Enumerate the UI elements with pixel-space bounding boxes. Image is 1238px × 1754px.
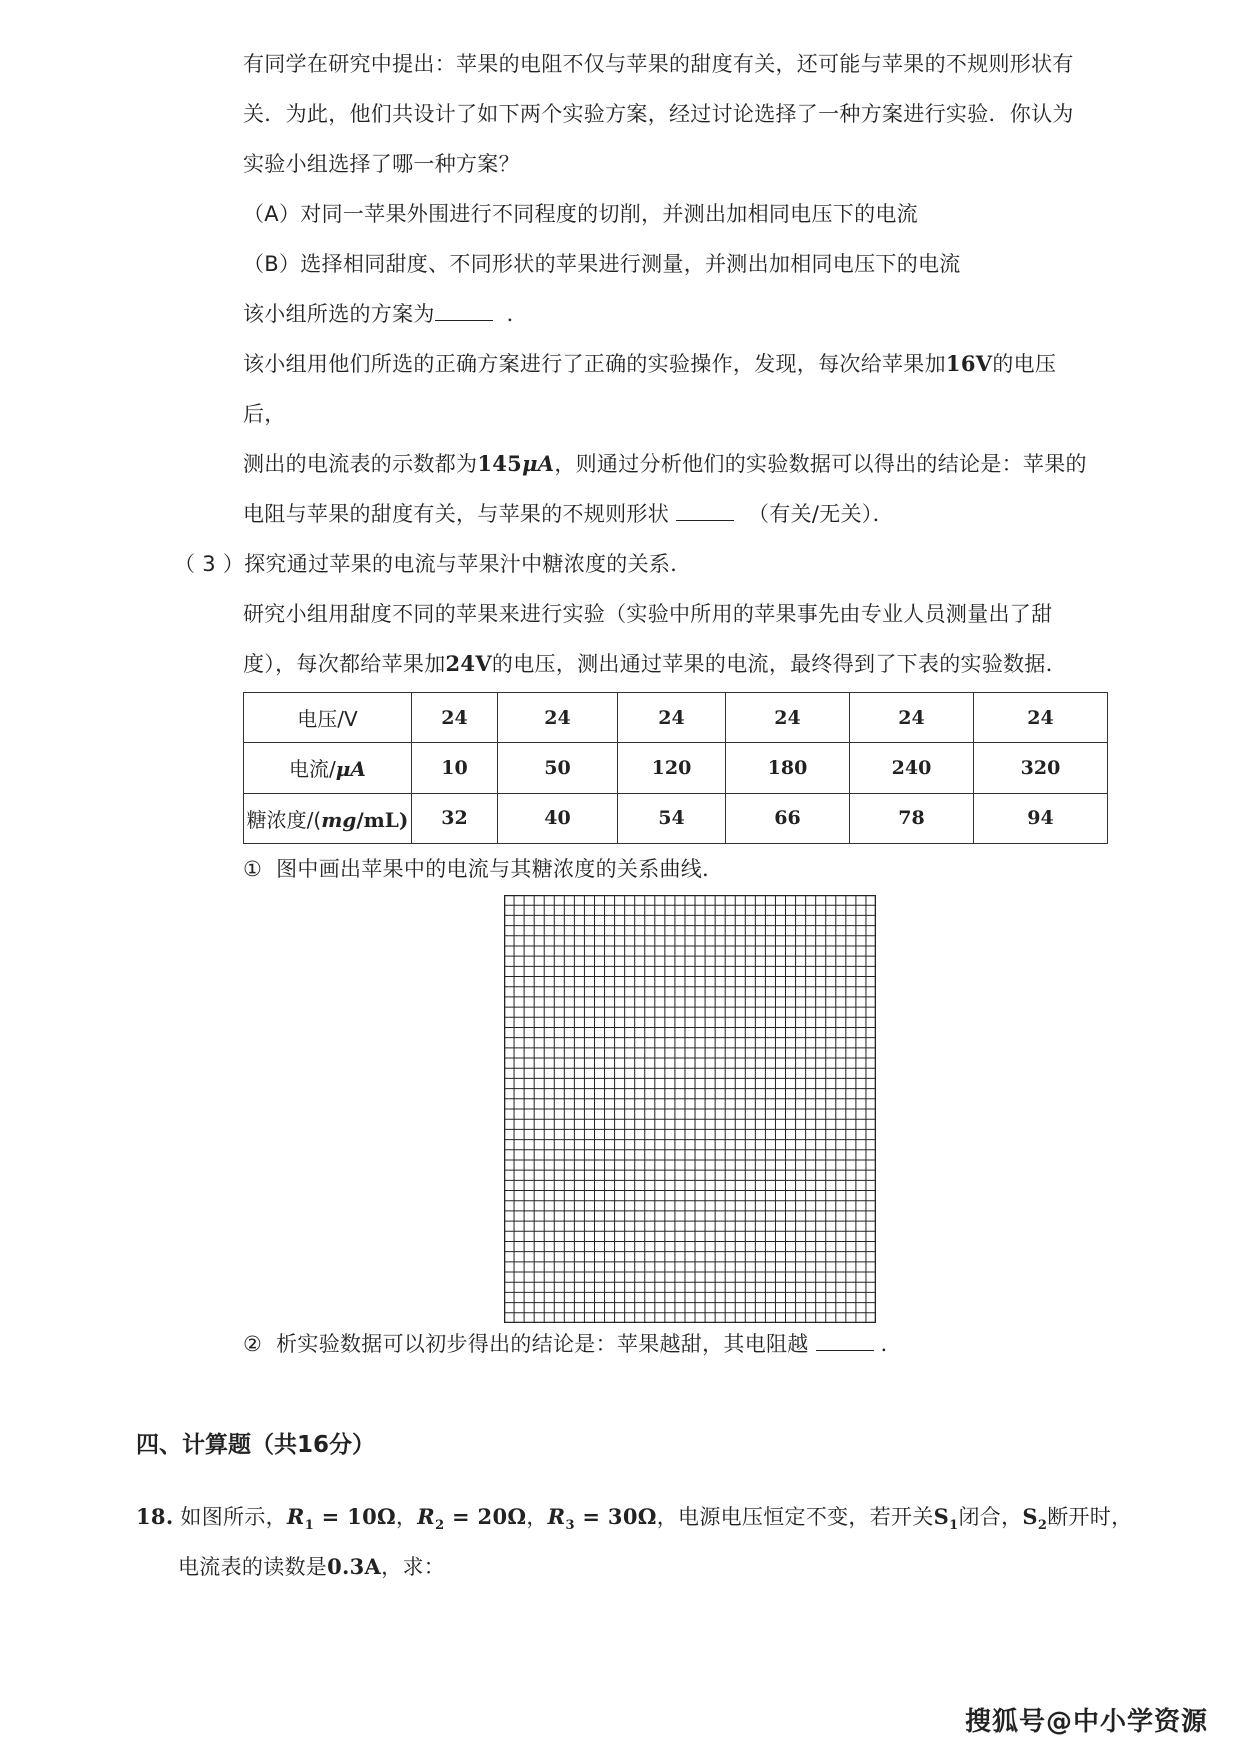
part3-desc-2 [243, 649, 1067, 679]
q18-line-2a: 电流表的读数是 [178, 1555, 328, 1579]
experiment-data-table [243, 692, 1108, 844]
table-cell: 320 [974, 743, 1108, 793]
conclusion-options: （有关/无关）． [747, 502, 894, 526]
row-label-current-text: 电流/ [289, 757, 336, 782]
answer-blank-scheme[interactable] [435, 302, 493, 321]
s1-symbol: S [933, 1504, 950, 1529]
s2-symbol: S [1022, 1504, 1038, 1529]
table-cell: 54 [618, 793, 726, 843]
table-row-current [244, 743, 1108, 793]
q18-text-a: 如图所示， [180, 1505, 287, 1529]
intro-line-3: 实验小组选择了哪一种方案？ [243, 152, 520, 176]
q18-line-1 [136, 1502, 1132, 1541]
operation-line-2: 后， [243, 402, 286, 426]
operation-line [243, 349, 1056, 379]
part3-desc-2b: 的电压，测出通过苹果的电流，最终得到了下表的实验数据． [491, 652, 1068, 676]
q1-marker: ① [243, 857, 263, 881]
r1-value: = 10Ω [314, 1504, 396, 1529]
table-cell: 120 [618, 743, 726, 793]
measurement-unit: μA [522, 451, 555, 476]
table-cell: 24 [618, 693, 726, 743]
r2-sub: 2 [435, 1518, 445, 1534]
part3-desc-2a: 度），每次都给苹果加 [243, 652, 446, 676]
separator: ， [395, 1505, 418, 1529]
q18-text-b: ，电源电压恒定不变，若开关 [656, 1505, 934, 1529]
intro-line-2: 关．为此，他们共设计了如下两个实验方案，经过讨论选择了一种方案进行实验．你认为 [243, 102, 1074, 126]
measurement-text-end: ，则通过分析他们的实验数据可以得出的结论是：苹果的 [554, 452, 1087, 476]
row-label-sugar [244, 793, 412, 843]
option-b: （B）选择相同甜度、不同形状的苹果进行测量，并测出加相同电压下的电流 [243, 252, 961, 276]
measurement-text: 测出的电流表的示数都为 [243, 452, 478, 476]
choice-prefix: 该小组所选的方案为 [243, 302, 435, 326]
table-cell: 32 [412, 793, 498, 843]
part3-desc-1: 研究小组用甜度不同的苹果来进行实验（实验中所用的苹果事先由专业人员测量出了甜 [243, 602, 1053, 626]
row-label-current-unit: μA [335, 757, 366, 782]
table-cell: 66 [726, 793, 850, 843]
operation-text-end: 的电压 [992, 352, 1057, 376]
table-cell: 24 [974, 693, 1108, 743]
r1-sub: 1 [304, 1518, 315, 1534]
option-a: （A）对同一苹果外围进行不同程度的切削，并测出加相同电压下的电流 [243, 202, 918, 226]
operation-text: 该小组用他们所选的正确方案进行了正确的实验操作，发现，每次给苹果加 [243, 352, 946, 376]
row-label-voltage: 电压/V [244, 693, 412, 743]
q2-marker: ② [243, 1332, 263, 1356]
table-cell: 24 [850, 693, 974, 743]
part3-heading: （ 3 ）探究通过苹果的电流与苹果汁中糖浓度的关系． [174, 552, 692, 576]
measurement-line [243, 449, 1087, 479]
row-label-sugar-ml: /mL) [356, 807, 409, 832]
q18-text-d: 断开时， [1047, 1505, 1133, 1529]
table-cell: 50 [498, 743, 618, 793]
operation-voltage: 16V [945, 351, 993, 376]
table-cell: 78 [850, 793, 974, 843]
table-cell: 10 [412, 743, 498, 793]
r2-symbol: R [417, 1504, 436, 1529]
row-label-sugar-text: 糖浓度/( [246, 807, 322, 832]
separator: ， [526, 1505, 548, 1529]
r2-value: = 20Ω [444, 1504, 527, 1529]
row-label-sugar-mg: mg [321, 807, 357, 832]
r1-symbol: R [286, 1504, 305, 1529]
answer-blank-resistance[interactable] [816, 1332, 874, 1351]
table-cell: 24 [726, 693, 850, 743]
watermark: 搜狐号@中小学资源 [964, 1707, 1208, 1737]
q18-line-2 [178, 1552, 445, 1582]
table-row-voltage [244, 693, 1108, 743]
q18-current: 0.3A [327, 1554, 382, 1579]
part3-voltage: 24V [445, 651, 492, 676]
q2-suffix: ． [880, 1332, 902, 1356]
section-4-title: 四、计算题（共16分） [136, 1432, 376, 1458]
graph-paper-grid[interactable] [504, 895, 876, 1323]
q18-text-c: 闭合， [958, 1505, 1023, 1529]
q1-line [243, 854, 723, 884]
intro-line-1: 有同学在研究中提出：苹果的电阻不仅与苹果的甜度有关，还可能与苹果的不规则形状有 [243, 52, 1074, 76]
r3-symbol: R [547, 1504, 566, 1529]
conclusion-line [243, 499, 894, 529]
r3-value: = 30Ω [574, 1504, 657, 1529]
table-row-sugar [244, 793, 1108, 843]
s1-sub: 1 [949, 1518, 959, 1534]
table-cell: 240 [850, 743, 974, 793]
r3-sub: 3 [565, 1518, 575, 1534]
table-cell: 40 [498, 793, 618, 843]
q2-line [243, 1329, 902, 1359]
q1-text: 图中画出苹果中的电流与其糖浓度的关系曲线． [276, 857, 724, 881]
table-cell: 94 [974, 793, 1108, 843]
conclusion-text: 电阻与苹果的甜度有关，与苹果的不规则形状 [243, 502, 669, 526]
q18-line-2b: ，求： [381, 1555, 446, 1579]
table-cell: 180 [726, 743, 850, 793]
q18-number: 18. [136, 1504, 174, 1529]
answer-blank-shape[interactable] [676, 502, 734, 521]
measurement-value: 145 [477, 451, 523, 476]
s2-sub: 2 [1037, 1518, 1048, 1534]
q2-text: 析实验数据可以初步得出的结论是：苹果越甜，其电阻越 [276, 1332, 809, 1356]
table-cell: 24 [498, 693, 618, 743]
choice-suffix: ． [506, 302, 528, 326]
row-label-current [244, 743, 412, 793]
choice-question [243, 299, 528, 329]
table-cell: 24 [412, 693, 498, 743]
